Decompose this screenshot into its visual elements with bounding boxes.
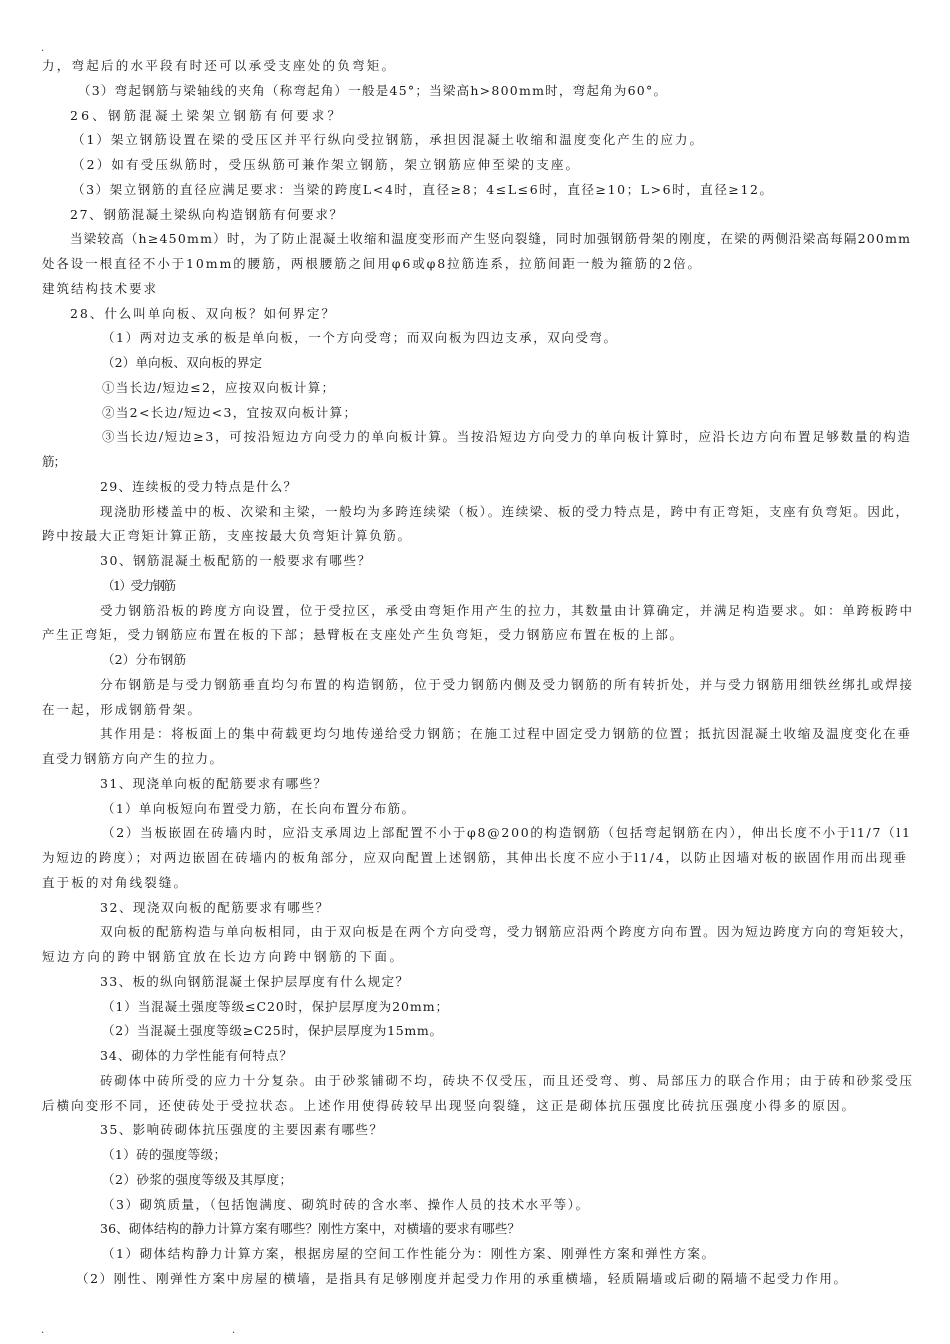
text-line-content: （1）单向板短向布置受力筋，在长向布置分布筋。: [102, 800, 416, 816]
text-line-content: 砖砌体中砖所受的应力十分复杂。由于砂浆铺砌不均，砖块不仅受压，而且还受弯、剪、局部压力的联合作用；由于砖和砂浆受压: [100, 1072, 914, 1088]
text-line-content: （3）架立钢筋的直径应满足要求：当梁的跨度L<4时，直径≥8；4≤L≤6时，直径≥10；L>6时，直径≥12。: [72, 181, 774, 197]
text-line-content: 当梁较高（h≥450mm）时，为了防止混凝土收缩和温度变形而产生竖向裂缝，同时加强钢筋骨架的刚度，在梁的两侧沿梁高每隔200mm: [70, 231, 912, 247]
text-line-content: （1）受力钢筋: [102, 577, 175, 593]
text-line-content: 现浇肋形楼盖中的板、次梁和主梁，一般均为多跨连续梁（板）。连续梁、板的受力特点是，跨中有正弯矩，支座有负弯矩。因此，: [100, 503, 910, 519]
text-line-content: （2）砂浆的强度等级及其厚度；: [102, 1171, 293, 1187]
text-line-content: 26、钢筋混凝土梁架立钢筋有何要求？: [70, 107, 344, 123]
text-line-content: 跨中按最大正弯矩计算正筋，支座按最大负弯矩计算负筋。: [42, 528, 412, 544]
text-line-content: （2）单向板、双向板的界定: [102, 355, 263, 370]
top-margin-mark: .: [41, 43, 45, 54]
text-line-content: 双向板的配筋构造与单向板相同，由于双向板是在两个方向受弯，受力钢筋应沿两个跨度方向布置。因为短边跨度方向的弯矩较大，: [100, 924, 914, 940]
text-line-content: 27、钢筋混凝土梁纵向构造钢筋有何要求？: [70, 206, 344, 222]
bottom-mid-mark: .: [232, 1325, 236, 1336]
text-line-content: 受力钢筋沿板的跨度方向设置，位于受拉区，承受由弯矩作用产生的拉力，其数量由计算确定，并满足构造要求。如：单跨板跨中: [100, 602, 914, 618]
text-line-content: 29、连续板的受力特点是什么？: [100, 478, 298, 494]
text-line-content: ②当2<长边/短边<3，宜按双向板计算；: [102, 404, 358, 420]
text-line-content: （1）两对边支承的板是单向板，一个方向受弯；而双向板为四边支承，双向受弯。: [102, 330, 618, 346]
text-line-content: （2）当板嵌固在砖墙内时，应沿支承周边上部配置不小于φ8@200的构造钢筋（包括弯起钢筋在内），伸出长度不小于l1/7（l1: [102, 825, 912, 841]
text-line-content: （3）砌筑质量，（包括饱满度、砌筑时砖的含水率、操作人员的技术水平等）。: [102, 1196, 590, 1212]
text-line-content: 33、板的纵向钢筋混凝土保护层厚度有什么规定？: [100, 973, 410, 989]
text-line-content: 35、影响砖砌体抗压强度的主要因素有哪些？: [100, 1122, 384, 1138]
text-line-content: （2）如有受压纵筋时，受压纵筋可兼作架立钢筋，架立钢筋应伸至梁的支座。: [72, 157, 581, 172]
bottom-left-mark: .: [41, 1325, 45, 1336]
text-line-content: 建筑结构技术要求: [42, 280, 158, 296]
text-line-content: 后横向变形不同，还使砖处于受拉状态。上述作用使得砖较早出现竖向裂缝，这正是砌体抗压强度比砖抗压强度小得多的原因。: [42, 1097, 857, 1113]
text-line-content: 其作用是：将板面上的集中荷载更均匀地传递给受力钢筋；在施工过程中固定受力钢筋的位置；抵抗因混凝土收缩及温度变化在垂: [100, 726, 912, 742]
text-line-content: 34、砌体的力学性能有何特点？: [100, 1048, 293, 1063]
text-line-content: 筋；: [42, 454, 65, 469]
text-line-content: （1）砖的强度等级；: [102, 1147, 227, 1162]
text-line-content: （2）当混凝土强度等级≥C25时，保护层厚度为15mm。: [102, 1023, 443, 1039]
text-line-content: 32、现浇双向板的配筋要求有哪些？: [100, 899, 330, 915]
text-line-content: 直于板的对角线裂缝。: [42, 874, 189, 890]
text-line-content: （1）砌体结构静力计算方案，根据房屋的空间工作性能分为：刚性方案、刚弹性方案和弹性方案。: [102, 1246, 716, 1261]
text-line-content: 短边方向的跨中钢筋宜放在长边方向跨中钢筋的下面。: [42, 949, 405, 964]
text-line-content: 力，弯起后的水平段有时还可以承受支座处的负弯矩。: [42, 58, 397, 73]
text-line-content: 31、现浇单向板的配筋要求有哪些？: [100, 775, 328, 791]
text-line-content: （3）弯起钢筋与梁轴线的夹角（称弯起角）一般是45°；当梁高h>800mm时，弯起角为60°。: [78, 82, 668, 98]
text-line-content: 处各设一根直径不小于10mm的腰筋，两根腰筋之间用φ6或φ8拉筋连系，拉筋间距一般为箍筋的2倍。: [42, 256, 702, 271]
text-line-content: ①当长边/短边≤2，应按双向板计算；: [102, 379, 336, 395]
text-line-content: 在一起，形成钢筋骨架。: [42, 701, 203, 717]
text-line-content: 28、什么叫单向板、双向板？如何界定？: [70, 305, 336, 321]
text-line-content: 30、钢筋混凝土板配筋的一般要求有哪些？: [100, 553, 372, 568]
text-line-content: （2）刚性、刚弹性方案中房屋的横墙，是指具有足够刚度并起受力作用的承重横墙，轻质隔墙或后砌的隔墙不起受力作用。: [76, 1270, 848, 1286]
text-line-content: （2）分布钢筋: [102, 652, 187, 667]
text-line-content: ③当长边/短边≥3，可按沿短边方向受力的单向板计算。当按沿短边方向受力的单向板计算时，应沿长边方向布置足够数量的构造: [102, 429, 912, 445]
text-line-content: 产生正弯矩，受力钢筋应布置在板的下部；悬臂板在支座处产生负弯矩，受力钢筋应布置在板的上部。: [42, 627, 684, 643]
text-line-content: 直受力钢筋方向产生的拉力。: [42, 751, 224, 766]
text-line-content: 为短边的跨度）；对两边嵌固在砖墙内的板角部分，应双向配置上述钢筋，其伸出长度不应小于l1/4，以防止因墙对板的嵌固作用而出现垂: [42, 850, 908, 865]
text-line-content: 分布钢筋是与受力钢筋垂直均匀布置的构造钢筋，位于受力钢筋内侧及受力钢筋的所有转折处，并与受力钢筋用细铁丝绑扎或焊接: [100, 676, 914, 692]
text-line-content: （1）当混凝土强度等级≤C20时，保护层厚度为20mm；: [102, 998, 449, 1014]
text-line-content: （1）架立钢筋设置在梁的受压区并平行纵向受拉钢筋，承担因混凝土收缩和温度变化产生的应力。: [72, 132, 704, 148]
text-line-content: 36、砌体结构的静力计算方案有哪些？刚性方案中，对横墙的要求有哪些？: [100, 1221, 521, 1237]
